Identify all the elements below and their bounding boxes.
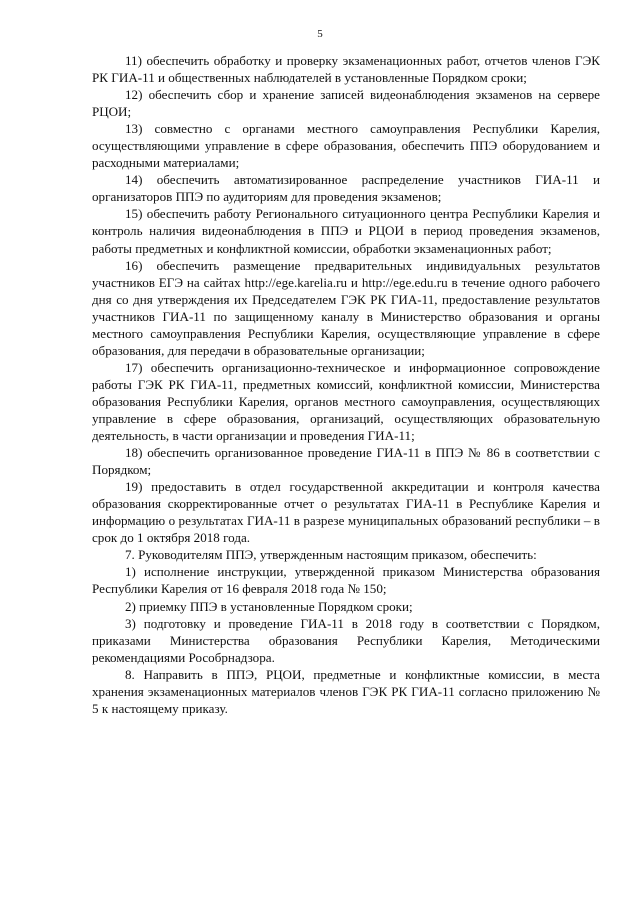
paragraph-section-7-item-3: 3) подготовку и проведение ГИА-11 в 2018 году в соответствии с Порядком, приказами Министерства образования Республики Карелия, Методическими рекомендациями Рособрнадзора.	[92, 615, 600, 665]
paragraph-item-11: 11) обеспечить обработку и проверку экзаменационных работ, отчетов членов ГЭК РК ГИА-11 и общественных наблюдателей в установленные Порядком сроки;	[92, 53, 600, 86]
paragraph-section-7: 7. Руководителям ППЭ, утвержденным настоящим приказом, обеспечить:	[125, 547, 537, 563]
page-number: 5	[317, 28, 323, 40]
document-body	[92, 52, 600, 717]
paragraph-section-7-item-1: 1) исполнение инструкции, утвержденной приказом Министерства образования Республики Карелия от 16 февраля 2018 года № 150;	[92, 564, 600, 597]
paragraph-item-17: 17) обеспечить организационно-техническое и информационное сопровождение работы ГЭК РК ГИА-11, предметных комиссий, конфликтной комиссии, Министерства образования Республики Карелия, органов местного самоуправления, осуществляющих управление в сфере образования, организаций, осуществляющих образовательную деятельность, в части организации и проведения ГИА-11;	[92, 359, 600, 444]
paragraph-item-13: 13) совместно с органами местного самоуправления Республики Карелия, осуществляющими управление в сфере образования, обеспечить ППЭ оборудованием и расходными материалами;	[92, 121, 600, 171]
paragraph-item-18: 18) обеспечить организованное проведение ГИА-11 в ППЭ № 86 в соответствии с Порядком;	[92, 445, 600, 478]
paragraph-item-19: 19) предоставить в отдел государственной аккредитации и контроля качества образования скорректированные отчет о результатах ГИА-11 в Республике Карелия и информацию о результатах ГИА-11 в разрезе муниципальных образований республики – в срок до 1 октября 2018 года.	[92, 479, 600, 546]
paragraph-item-15: 15) обеспечить работу Регионального ситуационного центра Республики Карелия и контроль наличия видеонаблюдения в ППЭ и РЦОИ в период проведения экзаменов, работы предметных и конфликтной комиссии, обработки экзаменационных работ;	[92, 206, 600, 256]
paragraph-section-7-item-2: 2) приемку ППЭ в установленные Порядком сроки;	[125, 598, 413, 614]
paragraph-section-8: 8. Направить в ППЭ, РЦОИ, предметные и конфликтные комиссии, в места хранения экзаменационных материалов членов ГЭК РК ГИА-11 согласно приложению № 5 к настоящему приказу.	[92, 666, 600, 716]
paragraph-item-14: 14) обеспечить автоматизированное распределение участников ГИА-11 и организаторов ППЭ по аудиториям для проведения экзаменов;	[92, 172, 600, 205]
paragraph-item-12: 12) обеспечить сбор и хранение записей видеонаблюдения экзаменов на сервере РЦОИ;	[92, 87, 600, 120]
paragraph-item-16: 16) обеспечить размещение предварительных индивидуальных результатов участников ЕГЭ на сайтах http://ege.karelia.ru и http://ege.edu.ru в течение одного рабочего дня со дня утверждения их Председателем ГЭК РК ГИА-11, предоставление результатов участников ГИА-11 по защищенному каналу в Министерство образования и органы местного самоуправления Республики Карелия, осуществляющие управление в сфере образования, для передачи в образовательные организации;	[92, 257, 600, 358]
